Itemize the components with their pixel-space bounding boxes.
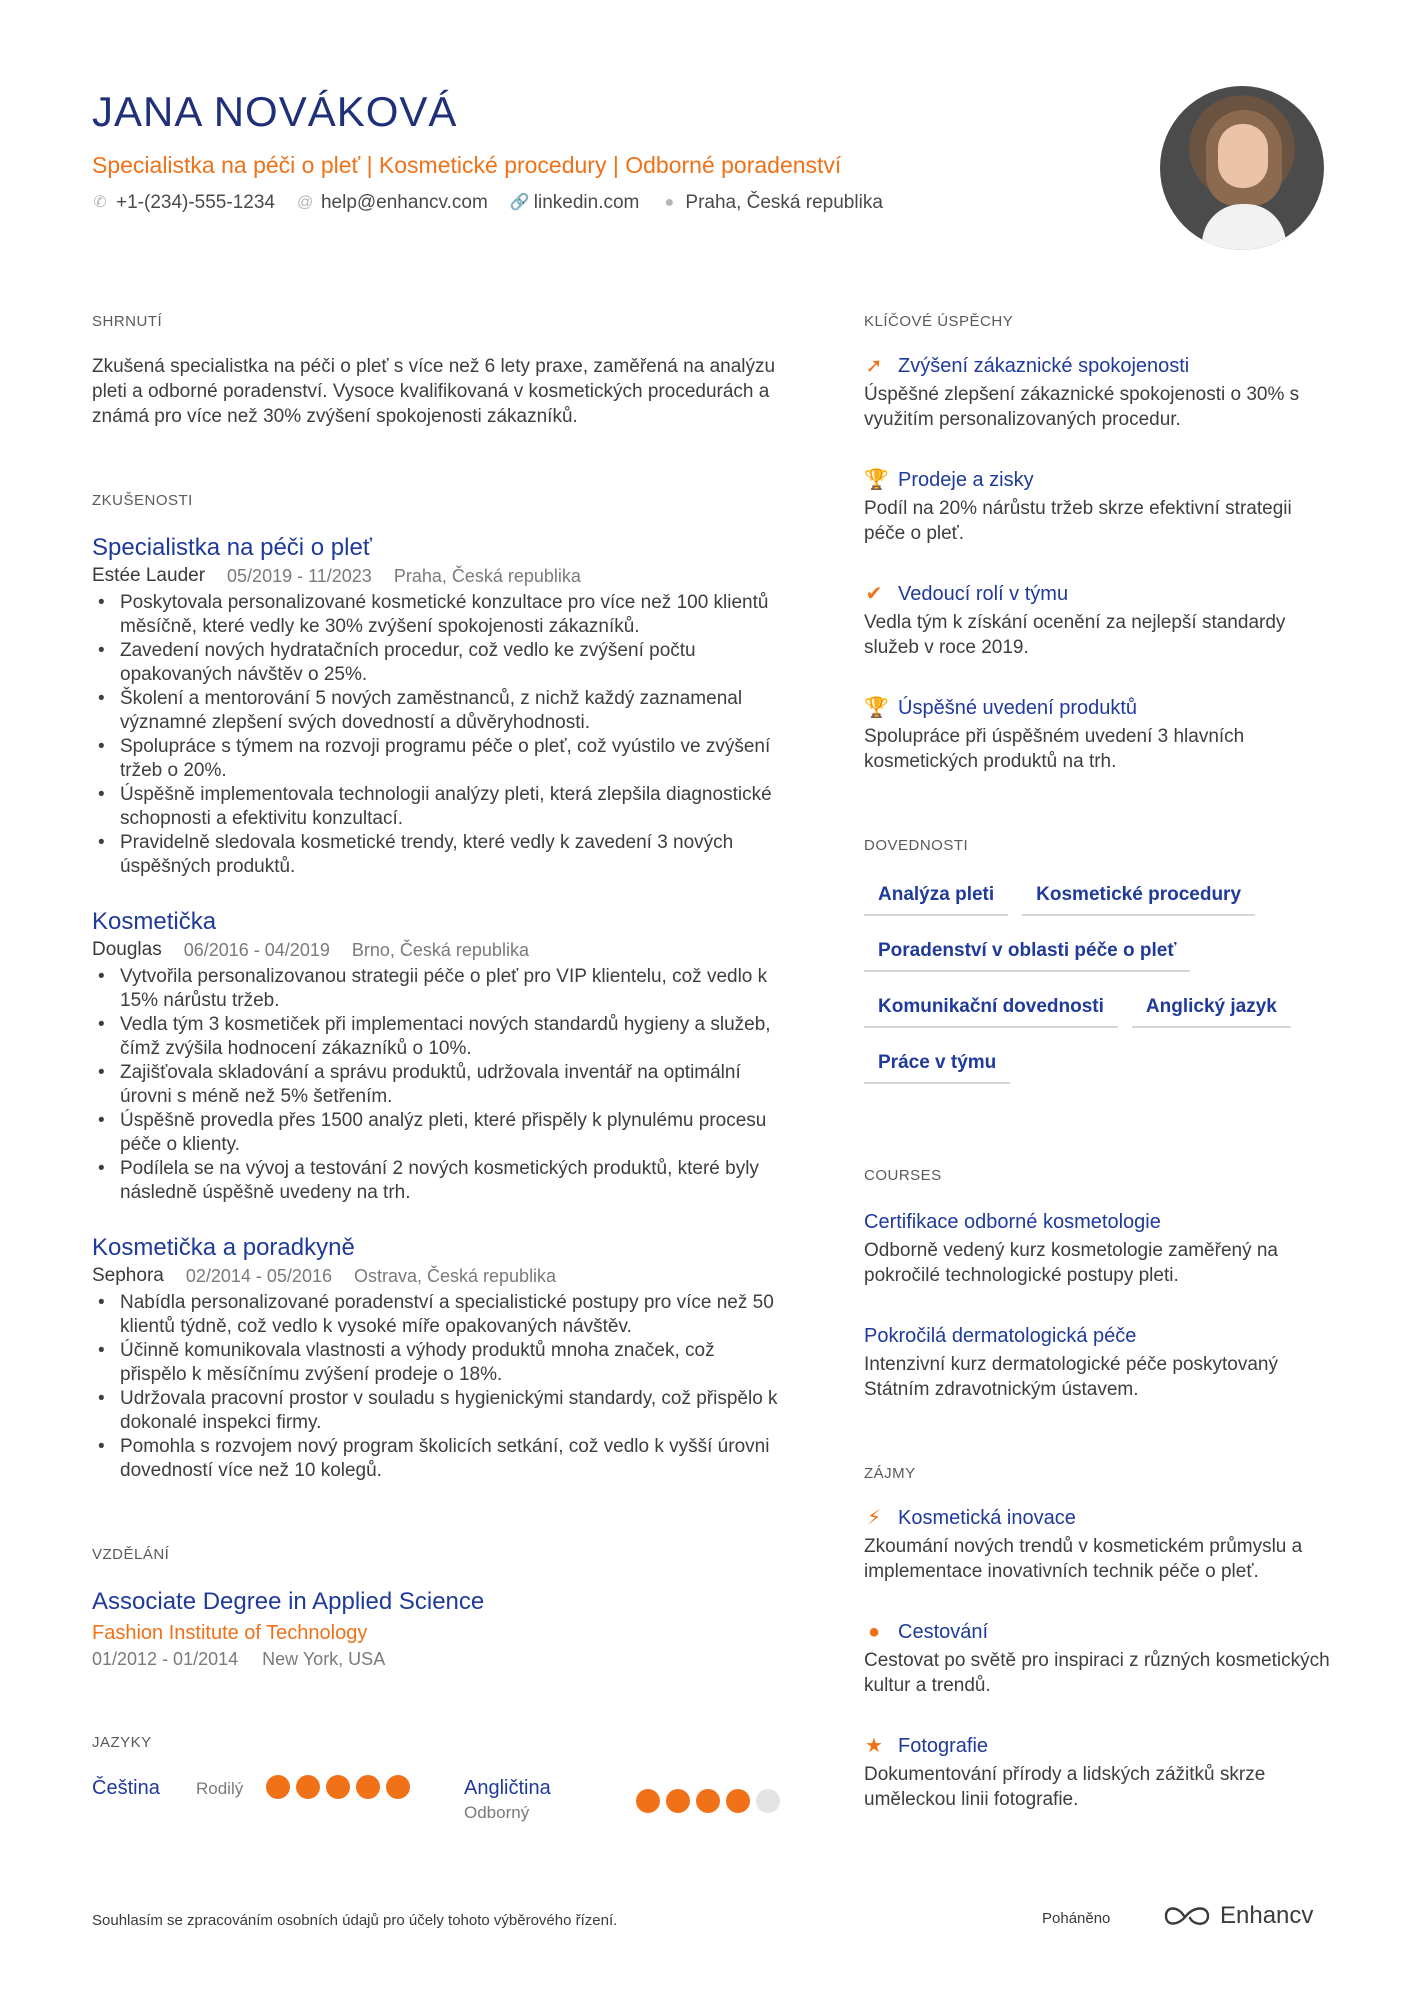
skill-tag: Práce v týmu xyxy=(864,1046,1010,1084)
language-name: Čeština xyxy=(92,1777,160,1799)
achievement-head xyxy=(864,580,1334,608)
job-bullet: • Podílela se na vývoj a testování 2 nových kosmetických produktů, které byly následně úspěšně uvedeny na trh. xyxy=(92,1157,782,1205)
job-dates: 02/2014 - 05/2016 xyxy=(185,1266,332,1286)
course-title: Certifikace odborné kosmetologie xyxy=(864,1211,1161,1233)
job-bullet: • Vedla tým 3 kosmetiček při implementaci nových standardů hygieny a služeb, čímž zvýšila hodnocení zákazníků o 10%. xyxy=(92,1013,782,1061)
job-bullet: • Úspěšně implementovala technologii analýzy pleti, která zlepšila diagnostické schopnosti a efektivitu konzultací. xyxy=(92,783,782,831)
link-icon: 🔗 xyxy=(509,194,530,211)
contact-list xyxy=(92,190,1152,216)
achievement-item xyxy=(864,352,1334,432)
enhancv-logo-icon xyxy=(1164,1904,1210,1928)
language-name-wrap xyxy=(92,1775,196,1825)
skills-list xyxy=(864,878,1324,1084)
rating-dot-filled xyxy=(326,1775,350,1799)
job-dates: 05/2019 - 11/2023 xyxy=(227,566,372,586)
job-bullet: • Zajišťovala skladování a správu produktů, udržovala inventář na optimální úrovni s méně než 5% šetřením. xyxy=(92,1061,782,1109)
photo-shirt xyxy=(1202,204,1286,250)
contact-phone xyxy=(92,190,275,216)
interest-title: Cestování xyxy=(898,1621,989,1643)
contact-email-text[interactable]: help@enhancv.com xyxy=(320,192,488,213)
interest-item xyxy=(864,1504,1334,1584)
job-bullet: • Účinně komunikovala vlastnosti a výhody produktů mnoha značek, což přispělo k měsíčnímu zvýšení prodeje o 18%. xyxy=(92,1339,782,1387)
achievement-desc: Podíl na 20% nárůstu tržeb skrze efektivní strategii péče o pleť. xyxy=(864,498,1292,544)
job-bullet: • Vytvořila personalizovanou strategii péče o pleť pro VIP klientelu, což vedlo k 15% nárůstu tržeb. xyxy=(92,965,782,1013)
contact-linkedin[interactable] xyxy=(510,190,640,216)
interest-item xyxy=(864,1732,1334,1812)
skill-tag: Poradenství v oblasti péče o pleť xyxy=(864,934,1190,972)
interest-head xyxy=(864,1618,1334,1646)
job-company: Sephora xyxy=(92,1265,164,1286)
rating-dot-filled xyxy=(296,1775,320,1799)
contact-email[interactable] xyxy=(297,190,488,216)
interest-desc: Zkoumání nových trendů v kosmetickém průmyslu a implementace inovativních technik péče o pleť. xyxy=(864,1536,1303,1582)
achievement-head xyxy=(864,694,1334,722)
degree-title: Associate Degree in Applied Science xyxy=(92,1588,485,1615)
trophy-icon: 🏆 xyxy=(864,697,889,719)
lightning-icon: ⚡ xyxy=(866,1507,882,1529)
brand-name: Enhancv xyxy=(1220,1902,1314,1929)
course-desc: Intenzivní kurz dermatologické péče poskytovaný Státním zdravotnickým ústavem. xyxy=(864,1354,1278,1400)
interest-title: Fotografie xyxy=(898,1735,989,1757)
course-desc: Odborně vedený kurz kosmetologie zaměřený na pokročilé technologické postupy pleti. xyxy=(864,1240,1279,1286)
job-location: Brno, Česká republika xyxy=(351,940,529,960)
course-item xyxy=(864,1208,1334,1288)
skills-heading: DOVEDNOSTI xyxy=(864,837,969,854)
school-name: Fashion Institute of Technology xyxy=(92,1622,368,1644)
course-title: Pokročilá dermatologická péče xyxy=(864,1325,1137,1347)
rating-dot-filled xyxy=(726,1789,750,1813)
achievement-item xyxy=(864,580,1334,660)
skill-tag: Analýza pleti xyxy=(864,878,1008,916)
achievement-title: Vedoucí rolí v týmu xyxy=(898,583,1069,605)
rating-dot-filled xyxy=(266,1775,290,1799)
contact-linkedin-text[interactable]: linkedin.com xyxy=(533,192,640,213)
interest-item xyxy=(864,1618,1334,1698)
language-name-wrap xyxy=(464,1775,636,1825)
rating-dot-filled xyxy=(356,1775,380,1799)
interest-desc: Cestovat po světě pro inspiraci z různých kosmetických kultur a trendů. xyxy=(864,1650,1330,1696)
achievement-title: Zvýšení zákaznické spokojenosti xyxy=(898,355,1190,377)
rating-dot-empty xyxy=(756,1789,780,1813)
skill-tag: Anglický jazyk xyxy=(1132,990,1291,1028)
at-icon: @ xyxy=(296,194,314,211)
achievement-item xyxy=(864,466,1334,546)
job-bullet: • Pomohla s rozvojem nový program školicích setkání, což vedlo k vyšší úrovni dovedností více než 10 kolegů. xyxy=(92,1435,782,1483)
star-icon: ★ xyxy=(865,1735,883,1757)
phone-icon: ✆ xyxy=(93,194,107,211)
language-item xyxy=(464,1775,780,1825)
education-meta xyxy=(92,1647,782,1671)
header xyxy=(92,84,1152,216)
rating-dot-filled xyxy=(636,1789,660,1813)
languages-heading: JAZYKY xyxy=(92,1734,152,1751)
job-bullet: • Pravidelně sledovala kosmetické trendy, které vedly k zavedení 3 nových úspěšných produktů. xyxy=(92,831,782,879)
achievement-head xyxy=(864,466,1334,494)
achievement-title: Úspěšné uvedení produktů xyxy=(898,697,1138,719)
education-location: New York, USA xyxy=(262,1649,386,1669)
job-meta xyxy=(92,937,782,963)
job-bullets xyxy=(92,965,782,1205)
course-item xyxy=(864,1322,1334,1402)
contact-location xyxy=(661,190,883,216)
contact-phone-text: +1-(234)-555-1234 xyxy=(116,192,275,213)
job-title: Kosmetička a poradkyně xyxy=(92,1234,355,1261)
job-meta xyxy=(92,1263,782,1289)
rocket-icon: ➚ xyxy=(865,355,883,377)
job-bullets xyxy=(92,1291,782,1483)
skill-tag: Komunikační dovednosti xyxy=(864,990,1118,1028)
job-bullet: • Spolupráce s týmem na rozvoji programu péče o pleť, což vyústilo ve zvýšení tržeb o 20%. xyxy=(92,735,782,783)
job-entry xyxy=(92,1233,782,1483)
job-meta xyxy=(92,563,782,589)
job-bullet: • Školení a mentorování 5 nových zaměstnanců, z nichž každý zaznamenal významné zlepšení svých dovedností a důvěryhodnosti. xyxy=(92,687,782,735)
achievement-desc: Spolupráce při úspěšném uvedení 3 hlavních kosmetických produktů na trh. xyxy=(864,726,1245,772)
powered-by-label: Poháněno xyxy=(1042,1910,1111,1927)
interest-head xyxy=(864,1732,1334,1760)
achievement-item xyxy=(864,694,1334,774)
job-title: Kosmetička xyxy=(92,908,217,935)
language-level-wrap xyxy=(196,1775,266,1825)
consent-text: Souhlasím se zpracováním osobních údajů pro účely tohoto výběrového řízení. xyxy=(92,1912,618,1929)
rating-dot-filled xyxy=(386,1775,410,1799)
courses-heading: COURSES xyxy=(864,1167,942,1184)
language-rating xyxy=(636,1775,780,1825)
location-icon: ● xyxy=(664,194,675,211)
achievement-title: Prodeje a zisky xyxy=(898,469,1034,491)
contact-location-text: Praha, Česká republika xyxy=(685,192,883,213)
job-bullet: • Úspěšně provedla přes 1500 analýz pleti, které přispěly k plynulému procesu péče o klienty. xyxy=(92,1109,782,1157)
photo-face xyxy=(1218,124,1268,188)
profile-photo xyxy=(1160,86,1324,250)
summary-heading: SHRNUTÍ xyxy=(92,313,163,330)
job-bullet: • Nabídla personalizované poradenství a specialistické postupy pro více než 50 klientů týdně, což vedlo k vysoké míře opakovaných návštěv. xyxy=(92,1291,782,1339)
language-rating xyxy=(266,1775,410,1825)
job-company: Estée Lauder xyxy=(92,565,206,586)
rating-dot-filled xyxy=(666,1789,690,1813)
skill-tag: Kosmetické procedury xyxy=(1022,878,1255,916)
job-entry xyxy=(92,533,782,879)
interest-desc: Dokumentování přírody a lidských zážitků skrze uměleckou linii fotografie. xyxy=(864,1764,1266,1810)
job-entry xyxy=(92,907,782,1205)
interests-heading: ZÁJMY xyxy=(864,1465,916,1482)
summary-text: Zkušená specialistka na péči o pleť s více než 6 lety praxe, zaměřená na analýzu pleti a odborné poradenství. Vysoce kvalifikovaná v kosmetických procedurách a známá pro více než 30% zvýšení spokojenosti zákazníků. xyxy=(92,356,776,427)
language-list xyxy=(92,1775,782,1825)
tagline: Specialistka na péči o pleť | Kosmetické procedury | Odborné poradenství xyxy=(92,152,842,178)
language-level: Odborný xyxy=(464,1803,530,1822)
job-location: Praha, Česká republika xyxy=(393,566,581,586)
rating-dot-filled xyxy=(696,1789,720,1813)
job-bullet: • Zavedení nových hydratačních procedur, což vedlo ke zvýšení počtu opakovaných návštěv o 25%. xyxy=(92,639,782,687)
job-bullet: • Poskytovala personalizované kosmetické konzultace pro více než 100 klientů měsíčně, které vedly ke 30% zvýšení spokojenosti zákazníků. xyxy=(92,591,782,639)
education-dates: 01/2012 - 01/2014 xyxy=(92,1649,239,1669)
experience-heading: ZKUŠENOSTI xyxy=(92,492,193,509)
check-icon: ✔ xyxy=(865,583,883,605)
language-level: Rodilý xyxy=(196,1779,244,1798)
job-bullet: • Udržovala pracovní prostor v souladu s hygienickými standardy, což přispělo k dokonalé inspekci firmy. xyxy=(92,1387,782,1435)
achievement-desc: Úspěšné zlepšení zákaznické spokojenosti o 30% s využitím personalizovaných procedur. xyxy=(864,384,1300,430)
job-company: Douglas xyxy=(92,939,162,960)
language-item xyxy=(92,1775,464,1825)
left-column xyxy=(92,312,782,1825)
head-icon: ● xyxy=(867,1621,881,1643)
job-title: Specialistka na péči o pleť xyxy=(92,534,372,561)
trophy-icon: 🏆 xyxy=(864,469,889,491)
job-dates: 06/2016 - 04/2019 xyxy=(183,940,330,960)
interest-title: Kosmetická inovace xyxy=(898,1507,1076,1529)
achievement-desc: Vedla tým k získání ocenění za nejlepší standardy služeb v roce 2019. xyxy=(864,612,1286,658)
interest-head xyxy=(864,1504,1334,1532)
language-name: Angličtina xyxy=(464,1777,551,1799)
brand-logo[interactable] xyxy=(1164,1902,1313,1930)
education-heading: VZDĚLÁNÍ xyxy=(92,1546,170,1563)
right-column xyxy=(864,312,1334,1812)
job-location: Ostrava, Česká republika xyxy=(353,1266,557,1286)
candidate-name: JANA NOVÁKOVÁ xyxy=(92,88,458,135)
achievement-head xyxy=(864,352,1334,380)
job-bullets xyxy=(92,591,782,879)
achievements-heading: KLÍČOVÉ ÚSPĚCHY xyxy=(864,313,1014,330)
